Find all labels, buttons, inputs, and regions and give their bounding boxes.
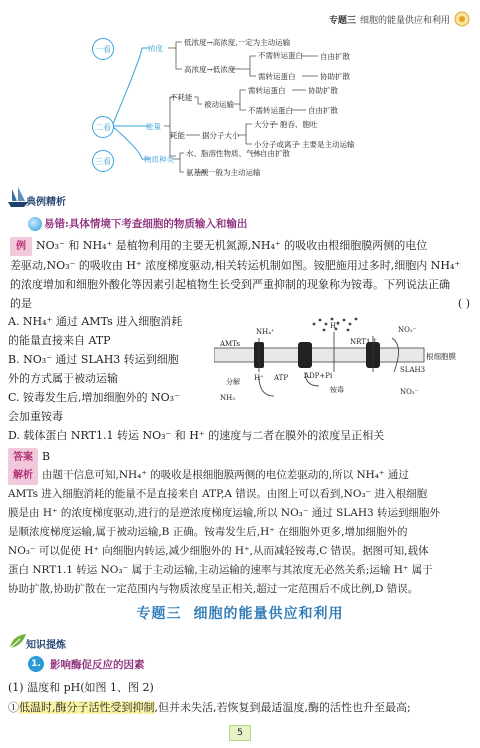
circle-look-3: 三看 [92,150,114,172]
chapter-title-text: 细胞的能量供应和利用 [193,606,344,622]
node-energy: 耗能 [170,131,185,140]
option-b-line-1: B. NO₃⁻ 通过 SLAH3 转运到细胞 [8,353,179,366]
label-slah: SLAH3 [400,366,426,374]
label-atp: ATP [274,374,289,382]
point-2-prefix: ① [8,701,19,714]
knowledge-point-2 [8,698,474,717]
node-macromolecule: 大分子 [254,120,277,129]
label-split: 分解 [226,378,240,386]
node-endocytosis: 胞吞、胞吐 [280,120,318,129]
key-substance: 物质种类 [144,155,174,164]
analysis-line-3: 膜是由 H⁺ 的浓度梯度驱动,进行的是逆浓度梯度运输,所以 NO₃⁻ 通过 SLAH3 转运到细胞外 [8,507,441,519]
option-b-line-2: 外的方式属于被动运输 [8,372,118,385]
tip-bubble-icon [28,217,42,231]
label-h-bottom: H⁺ [254,374,264,382]
circle-look-2: 二看 [92,116,114,138]
chapter-title [0,603,480,623]
node-generally-active: 一般为主动运输 [208,168,261,177]
node-mainly-active: 主要是主动运输 [302,140,355,149]
example-line-2: 差驱动,NO₃⁻ 的吸收由 H⁺ 浓度梯度驱动,相关转运机制如图。铵肥施用过多时,细胞内 NH₄⁺ [10,259,461,272]
tip-heading: 易错:具体情境下考查细胞的物质输入和输出 [44,218,248,230]
node-no-protein: 不需转运蛋白 [258,51,303,60]
option-c-line-2: 会加重铵毒 [8,410,63,423]
option-c-line-1: C. 铵毒发生后,增加细胞外的 NO₃⁻ [8,391,180,404]
example-line-4: 的是 [10,297,32,310]
label-no3-top: NO₃⁻ [398,326,417,334]
node-need-protein-2: 需转运蛋白 [248,86,286,95]
page-number: 5 [229,725,251,741]
node-high-to-low: 高浓度→低浓度 [184,65,236,74]
label-amts: AMTs [220,340,240,348]
node-low-to-high: 低浓度→高浓度,一定为主动运输 [184,38,291,47]
label-nrt: NRT1.1 [350,338,378,346]
node-free-2: 自由扩散 [308,106,338,115]
point-2-highlight: 低温时,酶分子活性受到抑制 [19,701,155,714]
knowledge-heading: 影响酶促反应的因素 [50,659,145,671]
node-by-size: 据分子大小 [202,131,240,140]
knowledge-point-1: (1) 温度和 pH(如图 1、图 2) [8,681,154,694]
node-need-protein: 需转运蛋白 [258,72,296,81]
analysis-line-1: 由题干信息可知,NH₄⁺ 的吸收是根细胞膜两侧的电位差驱动的,所以 NH₄⁺ 通过 [42,469,409,481]
answer-line [8,447,50,467]
circle-look-1: 一看 [92,38,114,60]
node-no-energy: 不耗能 [170,93,193,102]
label-toxic: 铵毒 [330,386,344,394]
label-nh4-top: NH₄⁺ [256,328,275,336]
chapter-title-number: 专题三 [136,606,182,622]
node-facilitated-1: 协助扩散 [320,72,350,81]
option-a-line-2: 的能量直接来自 ATP [8,334,111,347]
header-chapter: 专题三 [328,15,356,26]
key-energy: 能量 [146,122,161,131]
label-adp: ADP+Pi [304,372,333,380]
node-free-3: 自由扩散 [260,149,290,158]
analysis-line-6: 蛋白 NRT1.1 转运 NO₃⁻ 属于主动运输,主动运输的速率与其浓度无必然关系;运输 H⁺ 属于 [8,564,433,576]
node-water-lipid-gas: 水、脂溶性物质、气体 [186,149,261,158]
example-tag: 例 [10,237,32,256]
node-small-molecule: 小分子或离子 [254,140,299,149]
example-stem [10,236,470,313]
answer-value: B [42,450,51,463]
analysis-line-7: 协助扩散,协助扩散在一定范围内与物质浓度呈正相关,超过一定范围后不成比例,D 错误。 [8,583,419,595]
option-d: D. 载体蛋白 NRT1.1 转运 NO₃⁻ 和 H⁺ 的速度与二者在膜外的浓度呈正相关 [8,429,385,442]
analysis-line-2: AMTs 进入细胞消耗的能量不是直接来自 ATP,A 错误。由图上可以看到,NO₃⁻ 进入根细胞 [8,488,428,500]
point-2-rest: ,但并未失活,若恢复到最适温度,酶的活性也升至最高; [154,701,411,714]
node-facilitated-2: 协助扩散 [308,86,338,95]
answer-bracket: ( ) [457,297,470,310]
node-passive: 被动运输 [204,100,234,109]
label-membrane: 根细胞膜 [426,352,456,361]
analysis-tag: 解析 [8,466,38,485]
section-title-examples: 典例精析 [26,197,66,208]
label-h-top: H⁺ [330,322,340,330]
analysis-line-4: 是顺浓度梯度运输,属于被动运输,B 正确。铵毒发生后,H⁺ 在细胞外更多,增加细胞外的 [8,526,408,538]
node-no-protein-2: 不需转运蛋白 [248,106,293,115]
example-line-3: 的浓度增加和细胞外酸化等因素引起植物生长受到严重抑制的现象称为铵毒。下列说法正确 [10,278,450,291]
node-free-1: 自由扩散 [320,52,350,61]
analysis [8,466,470,599]
transport-diagram [214,316,474,412]
example-line-1: NO₃⁻ 和 NH₄⁺ 是植物利用的主要无机氮源,NH₄⁺ 的吸收由根细胞膜两侧的电位 [36,239,428,252]
analysis-line-5: NO₃⁻ 可以促使 H⁺ 向细胞内转运,减少细胞外的 H⁺,从而减轻铵毒,C 错误。据图可知,载体 [8,545,429,557]
concept-map-lines [0,0,480,190]
membrane-graphic [214,316,474,412]
key-concentration: 浓度 [148,44,163,53]
section-title-knowledge: 知识提炼 [26,640,66,651]
point-number-badge: 1. [28,656,44,672]
label-nh3: NH₃ [220,394,236,402]
option-a-line-1: A. NH₄⁺ 通过 AMTs 进入细胞消耗 [8,315,183,328]
answer-tag: 答案 [8,448,38,467]
header-title: 细胞的能量供应和利用 [359,15,450,26]
leaf-icon [8,632,28,650]
label-no3-bottom: NO₃⁻ [400,388,419,396]
node-amino-acid: 氨基酸 [186,168,209,177]
